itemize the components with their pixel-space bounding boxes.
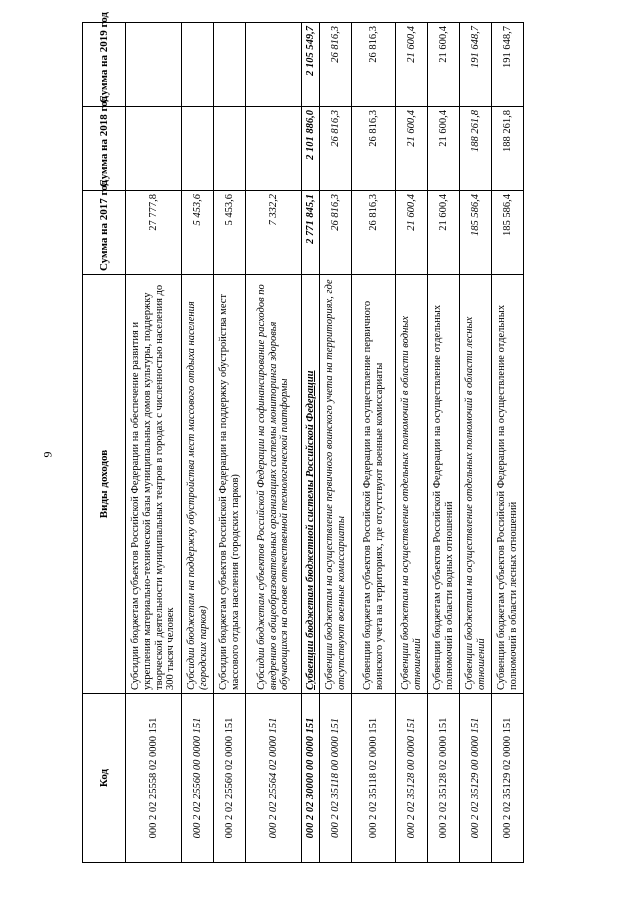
row-code: 000 2 02 35118 00 0000 151 [320, 694, 352, 863]
row-sum-2018 [214, 107, 246, 191]
table-header-row [83, 23, 126, 863]
row-sum-2018: 188 261,8 [460, 107, 492, 191]
landscape-content [82, 12, 519, 863]
row-name: Субвенции бюджетам субъектов Российской Федерации на осуществление отдельных полномочий в области лесных отношений [492, 275, 524, 694]
row-code: 000 2 02 35128 00 0000 151 [396, 694, 428, 863]
row-code: 000 2 02 25558 02 0000 151 [126, 694, 182, 863]
row-sum-2017: 5 453,6 [214, 191, 246, 275]
row-sum-2017: 185 586,4 [492, 191, 524, 275]
table-row [396, 23, 428, 863]
row-code: 000 2 02 30000 00 0000 151 [302, 694, 320, 863]
row-sum-2017: 7 332,2 [246, 191, 302, 275]
row-sum-2017: 2 771 845,1 [302, 191, 320, 275]
row-code: 000 2 02 35129 00 0000 151 [460, 694, 492, 863]
row-code: 000 2 02 35128 02 0000 151 [428, 694, 460, 863]
row-sum-2019: 2 105 549,7 [302, 23, 320, 107]
row-name: Субвенции бюджетам на осуществление первичного воинского учета на территориях, где отсутствуют военные комиссариаты [320, 275, 352, 694]
row-sum-2018: 21 600,4 [428, 107, 460, 191]
row-name: Субсидии бюджетам субъектов Российской Федерации на обеспечение развития и укрепления материально-технической базы муниципальных домов культуры, поддержку творческой деятельности муниципальных театров в городах с численностью населения до 300 тысяч человек [126, 275, 182, 694]
row-name: Субсидии бюджетам субъектов Российской Федерации на софинансирование расходов по внедрению в общеобразовательных организациях системы мониторинга здоровья обучающихся на основе отечественной технологической платформы [246, 275, 302, 694]
row-sum-2019: 191 648,7 [492, 23, 524, 107]
revenue-table [82, 12, 524, 863]
row-sum-2019: 21 600,4 [396, 23, 428, 107]
table-row [492, 23, 524, 863]
row-sum-2017: 26 816,3 [352, 191, 396, 275]
row-name: Субсидии бюджетам субъектов Российской Федерации на поддержку обустройства мест массового отдыха населения (городских парков) [214, 275, 246, 694]
row-sum-2019: 21 600,4 [428, 23, 460, 107]
row-sum-2017: 27 777,8 [126, 191, 182, 275]
row-sum-2018 [246, 107, 302, 191]
row-sum-2018 [182, 107, 214, 191]
row-sum-2019 [126, 23, 182, 107]
rotated-page [82, 12, 519, 863]
row-sum-2018: 21 600,4 [396, 107, 428, 191]
header-name: Виды доходов [83, 275, 126, 694]
row-name: Субвенции бюджетам на осуществление отдельных полномочий в области лесных отношений [460, 275, 492, 694]
table-row [302, 23, 320, 863]
row-sum-2019 [246, 23, 302, 107]
table-row [428, 23, 460, 863]
header-sum-2019: Сумма на 2019 год [83, 23, 126, 107]
row-sum-2017: 26 816,3 [320, 191, 352, 275]
row-sum-2019: 26 816,3 [352, 23, 396, 107]
table-row [320, 23, 352, 863]
row-name: Субвенции бюджетам бюджетной системы Российской Федерации [302, 275, 320, 694]
row-sum-2017: 185 586,4 [460, 191, 492, 275]
header-sum-2017: Сумма на 2017 год [83, 191, 126, 275]
row-code: 000 2 02 35118 02 0000 151 [352, 694, 396, 863]
row-name: Субвенции бюджетам субъектов Российской Федерации на осуществление отдельных полномочий в области водных отношений [428, 275, 460, 694]
row-sum-2018: 26 816,3 [320, 107, 352, 191]
table-row [126, 23, 182, 863]
table-row [460, 23, 492, 863]
table-row [246, 23, 302, 863]
row-name: Субвенции бюджетам субъектов Российской Федерации на осуществление первичного воинского учета на территориях, где отсутствуют военные комиссариаты [352, 275, 396, 694]
table-row [182, 23, 214, 863]
row-sum-2018: 26 816,3 [352, 107, 396, 191]
row-code: 000 2 02 25564 02 0000 151 [246, 694, 302, 863]
row-sum-2017: 21 600,4 [428, 191, 460, 275]
row-sum-2019: 191 648,7 [460, 23, 492, 107]
row-sum-2019 [182, 23, 214, 107]
row-sum-2019 [214, 23, 246, 107]
table-row [352, 23, 396, 863]
row-code: 000 2 02 25560 02 0000 151 [214, 694, 246, 863]
row-sum-2017: 21 600,4 [396, 191, 428, 275]
header-sum-2018: Сумма на 2018 год [83, 107, 126, 191]
row-sum-2018: 188 261,8 [492, 107, 524, 191]
header-code: Код [83, 694, 126, 863]
row-code: 000 2 02 25560 00 0000 151 [182, 694, 214, 863]
row-sum-2018: 2 101 886,0 [302, 107, 320, 191]
page-number: 9 [40, 451, 55, 458]
row-sum-2019: 26 816,3 [320, 23, 352, 107]
row-sum-2018 [126, 107, 182, 191]
table-row [214, 23, 246, 863]
row-name: Субсидии бюджетам на поддержку обустройства мест массового отдыха населения (городских парков) [182, 275, 214, 694]
row-code: 000 2 02 35129 02 0000 151 [492, 694, 524, 863]
row-sum-2017: 5 453,6 [182, 191, 214, 275]
row-name: Субвенции бюджетам на осуществление отдельных полномочий в области водных отношений [396, 275, 428, 694]
